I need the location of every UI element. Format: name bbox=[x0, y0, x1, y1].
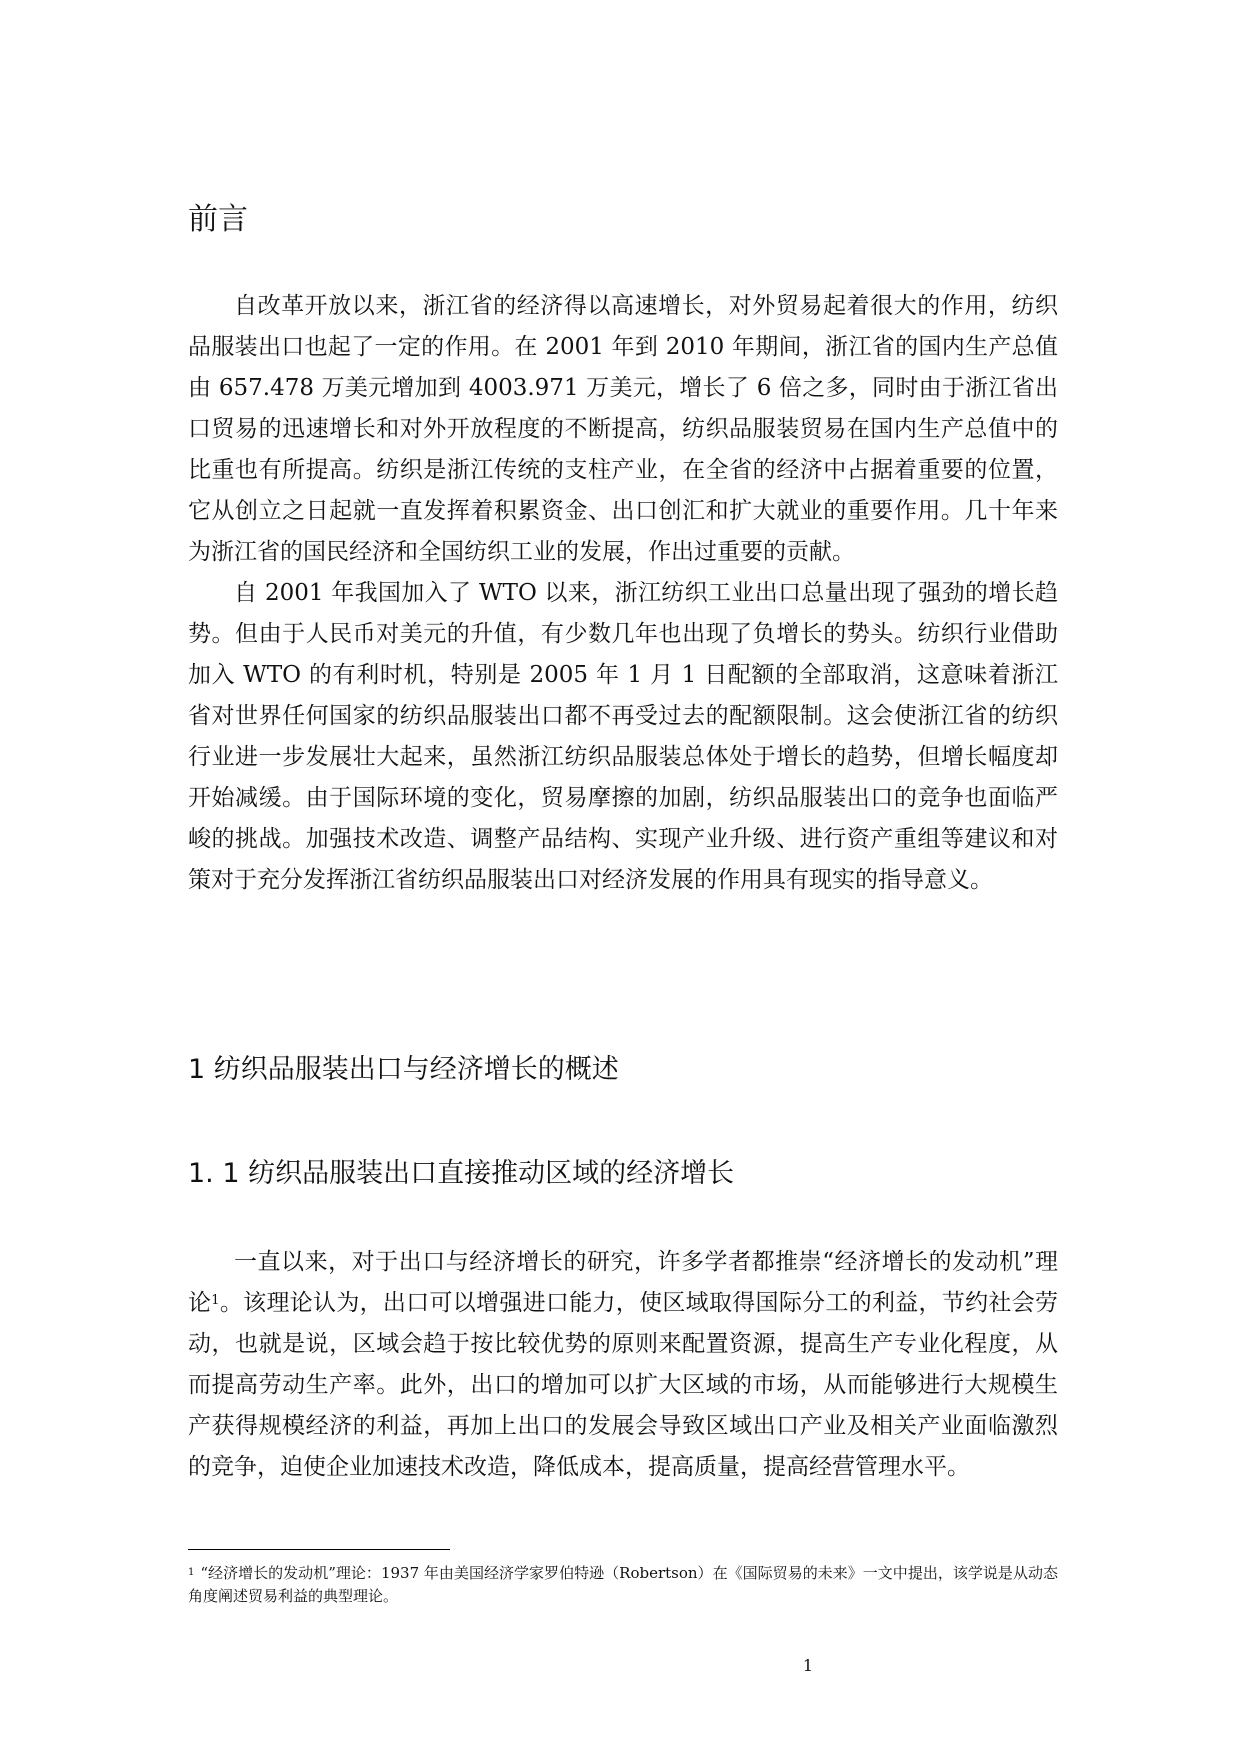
footnote-separator bbox=[188, 1549, 450, 1550]
section-1-1-paragraph bbox=[188, 1242, 1058, 1488]
footnote-text: “经济增长的发动机”理论：1937 年由美国经济学家罗伯特逊（Robertson）在《国际贸易的未来》一文中提出，该学说是从动态角度阐述贸易利益的典型理论。 bbox=[188, 1564, 1058, 1605]
preface-paragraph-2: 自 2001 年我国加入了 WTO 以来，浙江纺织工业出口总量出现了强劲的增长趋势。但由于人民币对美元的升值，有少数几年也出现了负增长的势头。纺织行业借助加入 WTO 的有利时机，特别是 2005 年 1 月 1 日配额的全部取消，这意味着浙江省对世界任何国家的纺织品服装出口都不再受过去的配额限制。这会使浙江省的纺织行业进一步发展壮大起来，虽然浙江纺织品服装总体处于增长的趋势，但增长幅度却开始减缓。由于国际环境的变化，贸易摩擦的加剧，纺织品服装出口的竞争也面临严峻的挑战。加强技术改造、调整产品结构、实现产业升级、进行资产重组等建议和对策对于充分发挥浙江省纺织品服装出口对经济发展的作用具有现实的指导意义。 bbox=[188, 580, 1058, 893]
page-number-text: 1 bbox=[802, 1656, 814, 1675]
section-1-heading: 1 纺织品服装出口与经济增长的概述 bbox=[188, 1054, 619, 1085]
preface-paragraph-1: 自改革开放以来，浙江省的经济得以高速增长，对外贸易起着很大的作用，纺织品服装出口也起了一定的作用。在 2001 年到 2010 年期间，浙江省的国内生产总值由 657.478 万美元增加到 4003.971 万美元，增长了 6 倍之多，同时由于浙江省出口贸易的迅速增长和对外开放程度的不断提高，纺织品服装贸易在国内生产总值中的比重也有所提高。纺织是浙江传统的支柱产业，在全省的经济中占据着重要的位置，它从创立之日起就一直发挥着积累资金、出口创汇和扩大就业的重要作用。几十年来为浙江省的国民经济和全国纺织工业的发展，作出过重要的贡献。 bbox=[188, 293, 1058, 565]
paragraph-text-after-ref: 。该理论认为，出口可以增强进口能力，使区域取得国际分工的利益，节约社会劳动，也就是说，区域会趋于按比较优势的原则来配置资源，提高生产专业化程度，从而提高劳动生产率。此外，出口的增加可以扩大区域的市场，从而能够进行大规模生产获得规模经济的利益，再加上出口的发展会导致区域出口产业及相关产业面临激烈的竞争，迫使企业加速技术改造，降低成本，提高质量，提高经营管理水平。 bbox=[188, 1290, 1059, 1480]
footnote-reference[interactable]: 1 bbox=[211, 1293, 220, 1308]
preface-heading: 前言 bbox=[188, 202, 248, 237]
section-1-1-body bbox=[188, 1242, 1058, 1488]
section-1-1-heading: 1. 1 纺织品服装出口直接推动区域的经济增长 bbox=[188, 1158, 735, 1189]
footnote bbox=[188, 1562, 1058, 1608]
footnote-marker: 1 bbox=[188, 1567, 195, 1578]
preface-body bbox=[188, 286, 1058, 901]
paragraph-text-before-ref: 一直以来，对于出口与经济增长的研究，许多学者都推崇“经济增长的发动机”理论 bbox=[188, 1249, 1058, 1316]
